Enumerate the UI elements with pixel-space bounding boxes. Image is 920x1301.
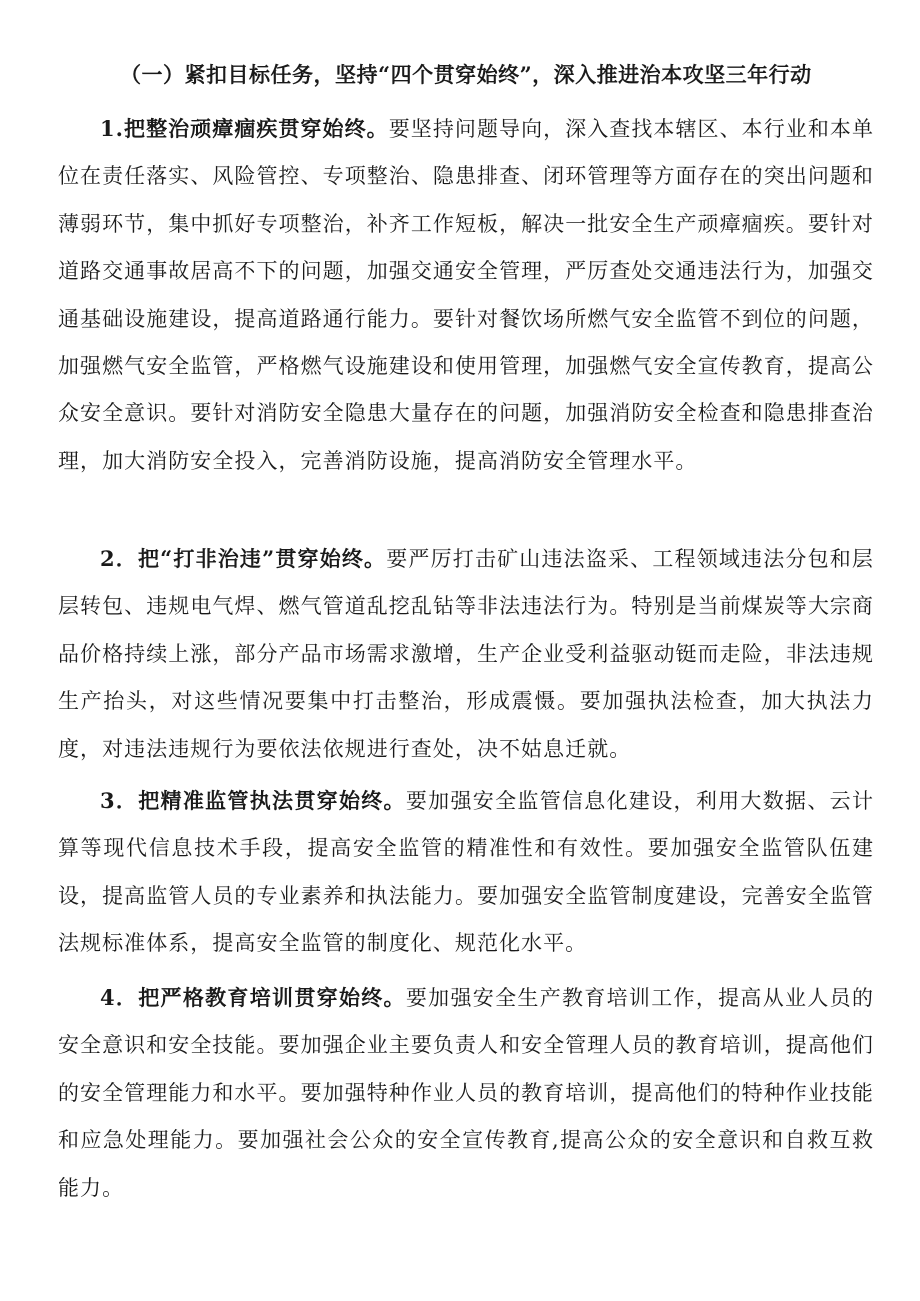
paragraph-1-lead: 1.把整治顽瘴痼疾贯穿始终。 — [100, 116, 389, 141]
paragraph-2-text: 要严厉打击矿山违法盗采、工程领域违法分包和层层转包、违规电气焊、燃气管道乱挖乱钻等非法违法行为。特别是当前煤炭等大宗商品价格持续上涨，部分产品市场需求激增，生产企业受利益驱动铤而走险，非法违规生产抬头，对这些情况要集中打击整治，形成震慑。要加强执法检查，加大执法力度，对违法违规行为要依法依规进行查处，决不姑息迁就。 — [58, 547, 874, 761]
paragraph-3-lead: 3．把精准监管执法贯穿始终。 — [100, 788, 406, 813]
section-heading: （一）紧扣目标任务，坚持“四个贯穿始终”，深入推进治本攻坚三年行动 — [120, 62, 812, 87]
paragraph-1-text: 要坚持问题导向，深入查找本辖区、本行业和本单位在责任落实、风险管控、专项整治、隐患排查、闭环管理等方面存在的突出问题和薄弱环节，集中抓好专项整治，补齐工作短板，解决一批安全生产顽瘴痼疾。要针对道路交通事故居高不下的问题，加强交通安全管理，严厉查处交通违法行为，加强交通基础设施建设，提高道路通行能力。要针对餐饮场所燃气安全监管不到位的问题，加强燃气安全监管，严格燃气设施建设和使用管理，加强燃气安全宣传教育，提高公众安全意识。要针对消防安全隐患大量存在的问题，加强消防安全检查和隐患排查治理，加大消防安全投入，完善消防设施，提高消防安全管理水平。 — [58, 117, 874, 473]
paragraph-2-lead: 2．把“打非治违”贯穿始终。 — [100, 546, 387, 571]
paragraph-4 — [58, 974, 874, 1212]
paragraph-1 — [58, 105, 874, 485]
paragraph-2 — [58, 535, 874, 773]
paragraph-3-text: 要加强安全监管信息化建设，利用大数据、云计算等现代信息技术手段，提高安全监管的精准性和有效性。要加强安全监管队伍建设，提高监管人员的专业素养和执法能力。要加强安全监管制度建设，完善安全监管法规标准体系，提高安全监管的制度化、规范化水平。 — [58, 789, 874, 956]
paragraph-4-lead: 4．把严格教育培训贯穿始终。 — [100, 985, 406, 1010]
paragraph-3 — [58, 777, 874, 968]
paragraph-4-text: 要加强安全生产教育培训工作，提高从业人员的安全意识和安全技能。要加强企业主要负责人和安全管理人员的教育培训，提高他们的安全管理能力和水平。要加强特种作业人员的教育培训，提高他们的特种作业技能和应急处理能力。要加强社会公众的安全宣传教育,提高公众的安全意识和自救互救能力。 — [58, 986, 874, 1200]
